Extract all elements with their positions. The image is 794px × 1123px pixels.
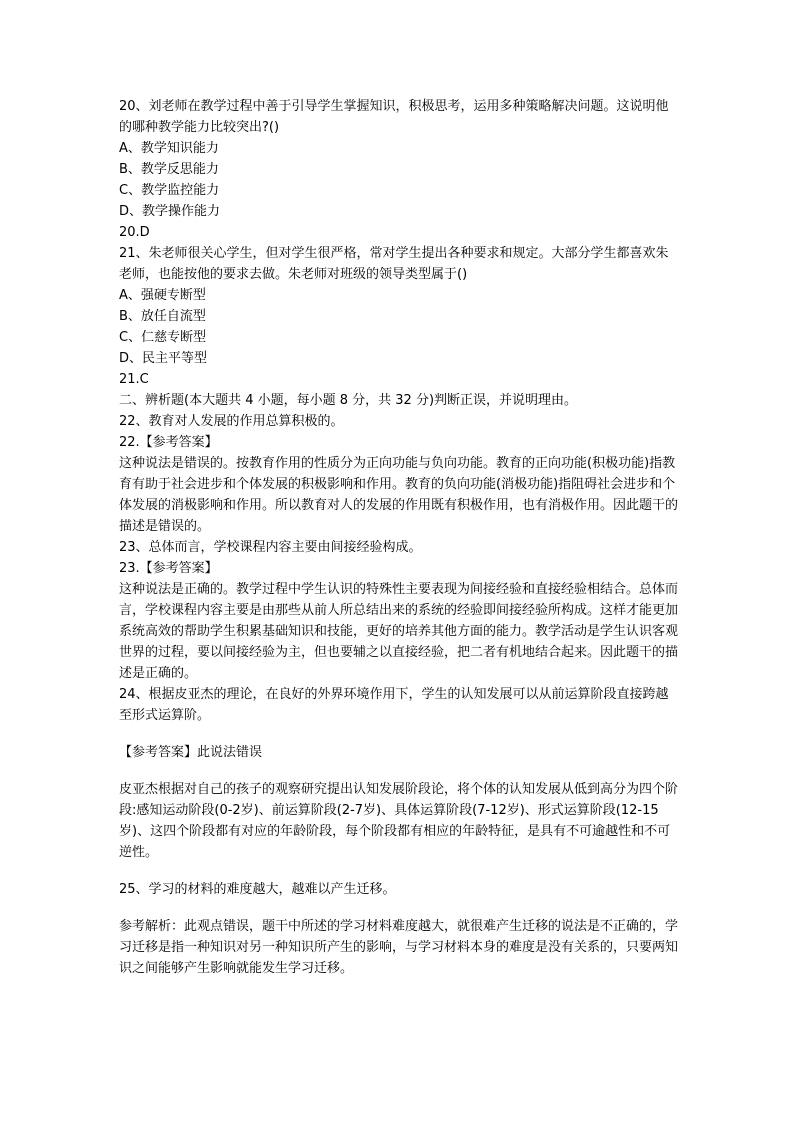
spacer: [119, 763, 679, 779]
question-21-answer: 21.C: [119, 372, 149, 387]
question-21-option-b: B、放任自流型: [119, 309, 206, 324]
question-20-option-a: A、教学知识能力: [119, 141, 219, 156]
question-23-explanation: 这种说法是正确的。教学过程中学生认识的特殊性主要表现为间接经验和直接经验相结合。总体而言，学校课程内容主要是由那些从前人所总结出来的系统的经验即间接经验所构成。这样才能更加系统高效的帮助学生积累基础知识和技能，更好的培养其他方面的能力。教学活动是学生认识客观世界的过程，要以间接经验为主，但也要辅之以直接经验，把二者有机地结合起来。因此题干的描述是正确的。: [119, 582, 679, 681]
question-21-option-a: A、强硬专断型: [119, 288, 206, 303]
spacer: [119, 900, 679, 916]
question-20-option-d: D、教学操作能力: [119, 204, 221, 219]
spacer: [119, 863, 679, 879]
question-21-option-d: D、民主平等型: [119, 351, 208, 366]
question-24-explanation: 皮亚杰根据对自己的孩子的观察研究提出认知发展阶段论，将个体的认知发展从低到高分为四个阶段:感知运动阶段(0-2岁)、前运算阶段(2-7岁)、具体运算阶段(7-12岁)、形式运算阶段(12-15岁)、这四个阶段都有对应的年龄阶段，每个阶段都有相应的年龄特征，是具有不可逾越性和不可逆性。: [119, 782, 679, 860]
section-2-title: 二、辨析题(本大题共 4 小题，每小题 8 分，共 32 分)判断正误，并说明理由。: [119, 393, 578, 408]
question-23-stem: 23、总体而言，学校课程内容主要由间接经验构成。: [119, 540, 422, 555]
question-22-explanation: 这种说法是错误的。按教育作用的性质分为正向功能与负向功能。教育的正向功能(积极功能)指教育有助于社会进步和个体发展的积极影响和作用。教育的负向功能(消极功能)指阻碍社会进步和个体发展的消极影响和作用。所以教育对人的发展的作用既有积极作用，也有消极作用。因此题干的描述是错误的。: [119, 456, 679, 534]
question-21-option-c: C、仁慈专断型: [119, 330, 207, 345]
spacer: [119, 726, 679, 742]
question-20-option-b: B、教学反思能力: [119, 162, 219, 177]
question-24-reference-answer: 【参考答案】此说法错误: [119, 745, 263, 760]
question-24-stem: 24、根据皮亚杰的理论，在良好的外界环境作用下，学生的认知发展可以从前运算阶段直接跨越至形式运算阶。: [119, 687, 669, 723]
question-25-stem: 25、学习的材料的难度越大，越难以产生迁移。: [119, 882, 396, 897]
question-22-reference-label: 22.【参考答案】: [119, 435, 218, 450]
question-20-stem: 20、刘老师在教学过程中善于引导学生掌握知识，积极思考，运用多种策略解决问题。这说明他的哪种教学能力比较突出?(): [119, 99, 669, 135]
document-page: [119, 96, 679, 979]
question-25-explanation: 参考解析：此观点错误，题干中所述的学习材料难度越大，就很难产生迁移的说法是不正确的，学习迁移是指一种知识对另一种知识所产生的影响，与学习材料本身的难度是没有关系的，只要两知识之间能够产生影响就能发生学习迁移。: [119, 919, 679, 976]
question-23-reference-label: 23.【参考答案】: [119, 561, 218, 576]
question-22-stem: 22、教育对人发展的作用总算积极的。: [119, 414, 344, 429]
question-20-option-c: C、教学监控能力: [119, 183, 220, 198]
question-21-stem: 21、朱老师很关心学生，但对学生很严格，常对学生提出各种要求和规定。大部分学生都喜欢朱老师，也能按他的要求去做。朱老师对班级的领导类型属于(): [119, 246, 669, 282]
question-20-answer: 20.D: [119, 225, 150, 240]
